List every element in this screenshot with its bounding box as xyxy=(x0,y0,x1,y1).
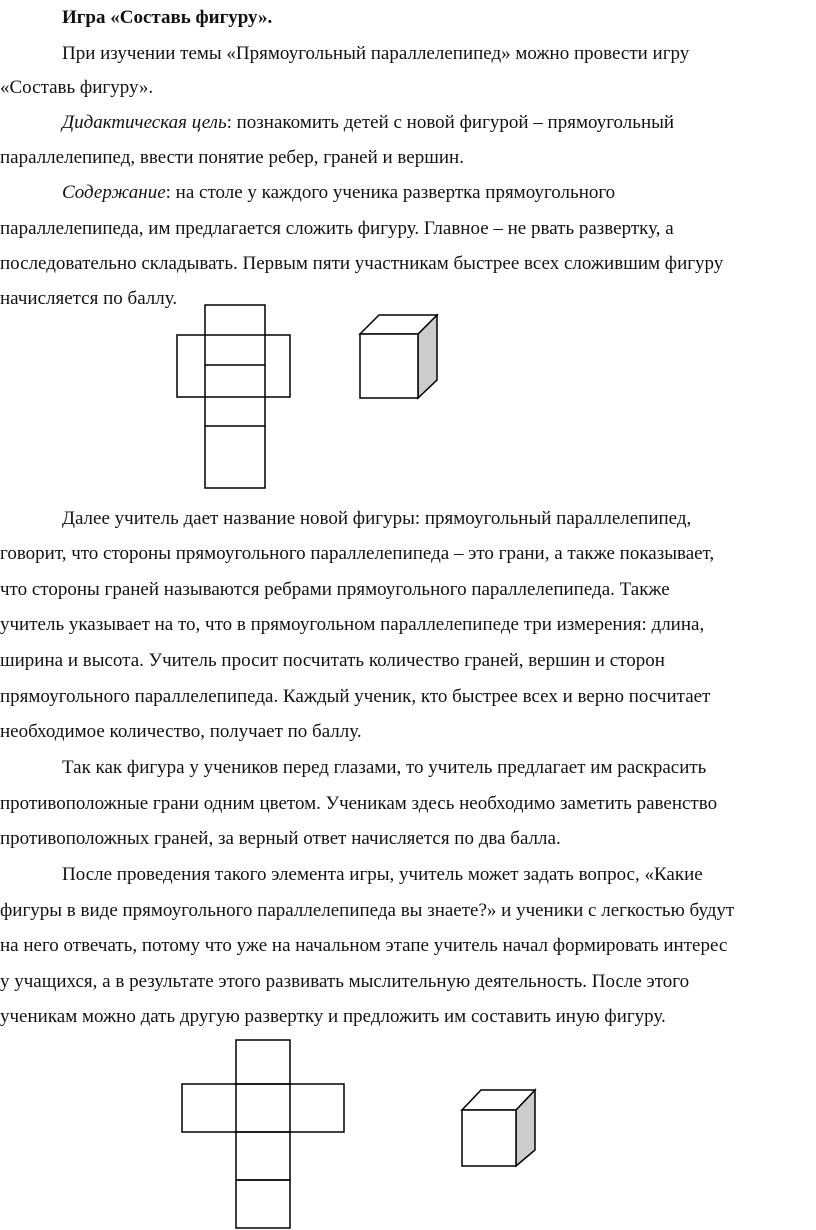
cube-1-front-face xyxy=(360,334,418,398)
goal-label: Дидактическая цель xyxy=(62,112,227,133)
paragraph-4-line-1: После проведения такого элемента игры, учитель может задать вопрос, «Какие xyxy=(62,864,703,885)
cube-2-top-face xyxy=(462,1090,535,1110)
net-1-face-top xyxy=(205,305,265,365)
cube-2 xyxy=(462,1090,535,1166)
paragraph-2-line-6: прямоугольного параллелепипеда. Каждый ученик, кто быстрее всех и верно посчитает xyxy=(0,686,711,707)
paragraph-4-line-5: ученикам можно дать другую развертку и предложить им составить иную фигуру. xyxy=(0,1006,666,1027)
paragraph-2-line-4: учитель указывает на то, что в прямоугольном параллелепипеде три измерения: длина, xyxy=(0,614,705,635)
net-1-face-middle-row xyxy=(177,335,290,397)
paragraph-2-line-3: что стороны граней называются ребрами прямоугольного параллелепипеда. Также xyxy=(0,579,670,600)
content-label: Содержание xyxy=(62,182,166,203)
paragraph-4-line-4: у учащихся, а в результате этого развивать мыслительную деятельность. После этого xyxy=(0,971,690,992)
content-line-1 xyxy=(62,181,615,205)
paragraph-3-line-1: Так как фигура у учеников перед глазами, то учитель предлагает им раскрасить xyxy=(62,757,707,778)
document-title: Игра «Составь фигуру». xyxy=(62,7,273,28)
goal-line-2: параллелепипед, ввести понятие ребер, граней и вершин. xyxy=(0,147,464,168)
paragraph-2-line-5: ширина и высота. Учитель просит посчитать количество граней, вершин и сторон xyxy=(0,650,665,671)
paragraph-2-line-7: необходимое количество, получает по баллу. xyxy=(0,721,362,742)
content-line-3: последовательно складывать. Первым пяти участникам быстрее всех сложившим фигуру xyxy=(0,253,724,274)
net-2-face-middle-row xyxy=(182,1084,344,1132)
net-2-face-lower xyxy=(236,1132,290,1180)
cube-net-1 xyxy=(177,305,290,488)
goal-text-1: : познакомить детей с новой фигурой – прямоугольный xyxy=(226,112,675,133)
net-2-face-bottom xyxy=(236,1180,290,1228)
content-line-2: параллелепипеда, им предлагается сложить фигуру. Главное – не рвать развертку, а xyxy=(0,218,674,239)
net-1-face-bottom xyxy=(205,426,265,488)
content-line-4: начисляется по баллу. xyxy=(0,288,178,309)
paragraph-2-line-2: говорит, что стороны прямоугольного параллелепипеда – это грани, а также показывает, xyxy=(0,543,715,564)
cube-2-side-face xyxy=(516,1090,535,1166)
paragraph-4-line-3: на него отвечать, потому что уже на начальном этапе учитель начал формировать интерес xyxy=(0,935,728,956)
goal-line-1 xyxy=(62,111,674,135)
paragraph-3-line-3: противоположных граней, за верный ответ начисляется по два балла. xyxy=(0,828,561,849)
cube-net-2 xyxy=(182,1040,344,1228)
cube-1-side-face xyxy=(418,315,437,398)
paragraph-4-line-2: фигуры в виде прямоугольного параллелепипеда вы знаете?» и ученики с легкостью будут xyxy=(0,900,735,921)
net-2-face-top xyxy=(236,1040,290,1084)
paragraph-2-line-1: Далее учитель дает название новой фигуры: прямоугольный параллелепипед, xyxy=(62,508,692,529)
cube-2-front-face xyxy=(462,1110,516,1166)
cube-1 xyxy=(360,315,437,398)
content-text-1: : на столе у каждого ученика развертка прямоугольного xyxy=(165,182,616,203)
paragraph-intro-line-1: При изучении темы «Прямоугольный параллелепипед» можно провести игру xyxy=(62,43,690,64)
cube-1-top-face xyxy=(360,315,437,334)
paragraph-intro-line-2: «Составь фигуру». xyxy=(0,77,154,98)
paragraph-3-line-2: противоположные грани одним цветом. Ученикам здесь необходимо заметить равенство xyxy=(0,793,718,814)
